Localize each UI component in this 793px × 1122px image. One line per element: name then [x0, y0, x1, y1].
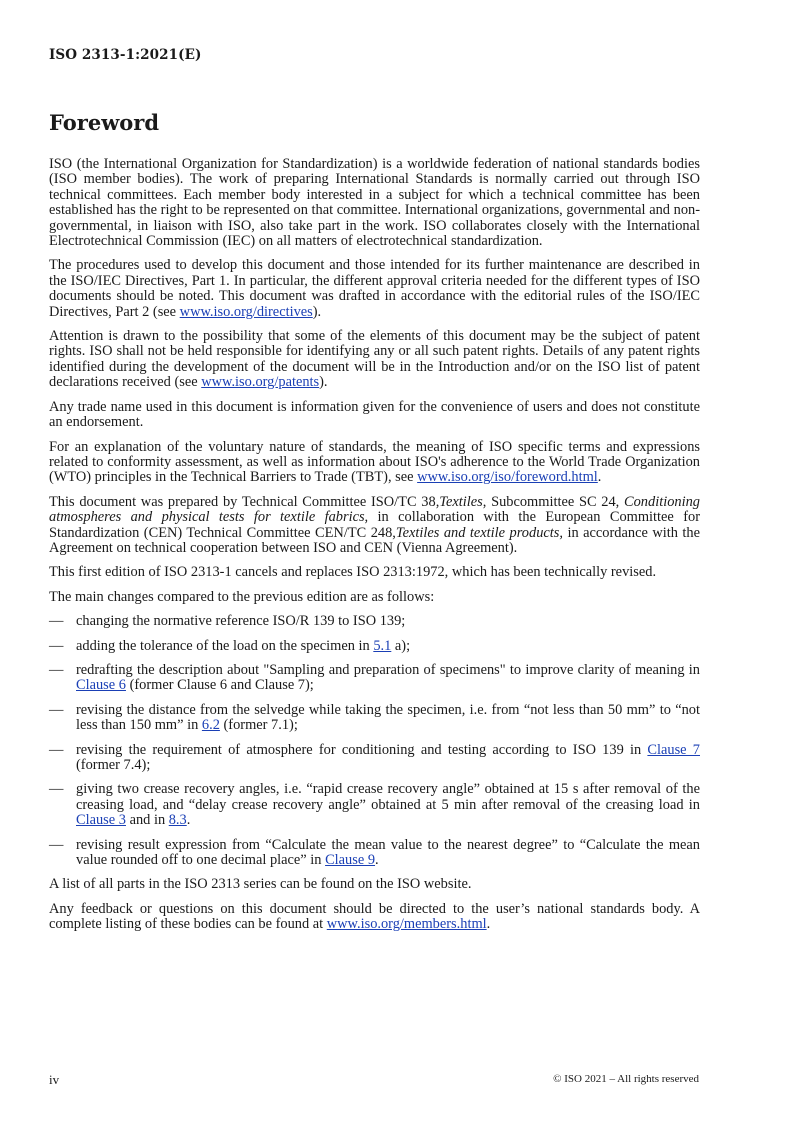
paragraph-text: This document was prepared by Technical Committee ISO/TC 38,	[49, 493, 440, 510]
list-item-mid: and in	[125, 812, 169, 829]
list-item-text: changing the normative reference ISO/R 139 to ISO 139;	[76, 613, 406, 630]
list-item	[49, 743, 700, 774]
dash-bullet: —	[49, 836, 64, 853]
link-clause-3[interactable]: Clause 3	[76, 812, 126, 829]
dash-bullet: —	[49, 781, 64, 798]
link-clause-7[interactable]: Clause 7	[647, 741, 700, 758]
list-item	[49, 782, 700, 828]
list-item-text	[76, 639, 700, 654]
link-members[interactable]: www.iso.org/members.html	[326, 916, 487, 933]
paragraph-changes-intro: The main changes compared to the previous edition are as follows:	[49, 588, 435, 605]
committee-name: Textiles	[439, 493, 483, 510]
paragraph-trade-name: Any trade name used in this document is information given for the convenience of users and does not constitute an endorsement.	[49, 398, 700, 431]
link-6-2[interactable]: 6.2	[201, 717, 220, 734]
dash-bullet: —	[49, 701, 64, 718]
paragraph-end: ).	[319, 374, 328, 391]
list-item-end: .	[186, 812, 191, 829]
link-foreword[interactable]: www.iso.org/iso/foreword.html	[417, 469, 598, 486]
paragraph-text: , Subcommittee SC 24,	[482, 493, 625, 510]
paragraph-voluntary-nature	[49, 440, 700, 486]
link-clause-6[interactable]: Clause 6	[76, 677, 126, 694]
cen-committee-name: Textiles and textile products,	[395, 524, 563, 541]
paragraph-text: The procedures used to develop this document and those intended for its further maintenance are described in the ISO/IEC Directives, Part 1. In particular, the different approval criteria needed for the different types of ISO documents should be noted. This document was drafted in accordance with the editorial rules of the ISO/IEC Directives, Part 2 (see	[49, 257, 700, 320]
link-directives[interactable]: www.iso.org/directives	[179, 303, 313, 320]
list-item	[49, 639, 700, 654]
list-item-body: redrafting the description about "Sampling and preparation of specimens" to improve clarity of meaning in	[76, 661, 700, 678]
link-clause-9[interactable]: Clause 9	[325, 852, 376, 869]
paragraph-text: in accordance with the Agreement on technical cooperation between ISO and CEN (Vienna Agreement).	[49, 524, 700, 556]
list-item-text	[76, 782, 700, 828]
page-number: iv	[49, 1072, 60, 1087]
dash-bullet: —	[49, 661, 64, 678]
list-item-body: adding the tolerance of the load on the specimen in	[76, 637, 374, 654]
list-item-end: (former 7.1);	[219, 717, 298, 734]
paragraph-text: For an explanation of the voluntary nature of standards, the meaning of ISO specific terms and expressions related to conformity assessment, as well as information about ISO's adherence to the World Trade Organization (WTO) principles in the Technical Barriers to Trade (TBT), see	[49, 438, 700, 486]
link-patents[interactable]: www.iso.org/patents	[201, 374, 320, 391]
paragraph-series-list: A list of all parts in the ISO 2313 series can be found on the ISO website.	[49, 876, 472, 893]
list-item-text	[76, 743, 700, 774]
list-item-text	[76, 703, 700, 734]
document-code: ISO 2313-1:2021(E)	[49, 47, 202, 63]
list-item	[49, 663, 700, 694]
paragraph-feedback	[49, 902, 700, 933]
paragraph-procedures	[49, 258, 700, 320]
link-5-1[interactable]: 5.1	[373, 637, 392, 654]
list-item	[49, 838, 700, 869]
subcommittee-name: Conditioning atmospheres and physical tests for textile fabrics,	[49, 493, 700, 526]
list-item-text	[76, 663, 700, 694]
list-item-body: revising the requirement of atmosphere for conditioning and testing according to ISO 139 in	[76, 741, 648, 758]
list-item	[49, 614, 700, 629]
paragraph-iso-intro: ISO (the International Organization for Standardization) is a worldwide federation of national standards bodies (ISO member bodies). The work of preparing International Standards is normally carried out through ISO technical committees. Each member body interested in a subject for which a technical committee has been established has the right to be represented on that committee. International organizations, governmental and non-governmental, in liaison with ISO, also take part in the work. ISO collaborates closely with the International Electrotechnical Commission (IEC) on all matters of electrotechnical standardization.	[49, 156, 700, 250]
paragraph-end: .	[597, 469, 602, 486]
list-item-end: a);	[391, 637, 411, 654]
list-item-end: (former 7.4);	[76, 757, 151, 773]
list-item-end: (former Clause 6 and Clause 7);	[125, 677, 314, 694]
foreword-body	[49, 157, 700, 942]
list-item-text	[76, 838, 700, 869]
link-8-3[interactable]: 8.3	[168, 812, 187, 829]
list-item-end: .	[375, 852, 379, 869]
paragraph-text: Attention is drawn to the possibility that some of the elements of this document may be the subject of patent rights. ISO shall not be held responsible for identifying any or all such patent rights. Details of any patent rights identified during the development of the document will be in the Introduction and/or on the ISO list of patent declarations received (see	[49, 328, 700, 391]
list-item-body: revising the distance from the selvedge while taking the specimen, i.e. from “not less than 50 mm” to “not less than 150 mm” in	[76, 701, 700, 734]
copyright-notice: © ISO 2021 – All rights reserved	[553, 1073, 699, 1085]
paragraph-end: ).	[312, 303, 322, 320]
paragraph-text: in collaboration with the European Committee for Standardization (CEN) Technical Committee CEN/TC 248,	[49, 509, 700, 541]
paragraph-end: .	[486, 916, 491, 933]
list-item-body: giving two crease recovery angles, i.e. “rapid crease recovery angle” obtained at 15 s after removal of the creasing load, and “delay crease recovery angle” obtained at 5 min after removal of the creasing load in	[76, 781, 700, 813]
paragraph-committee	[49, 495, 700, 557]
page-title: Foreword	[49, 110, 160, 135]
paragraph-text: Any feedback or questions on this document should be directed to the user’s national standards body. A complete listing of these bodies can be found at	[49, 900, 700, 933]
list-item	[49, 703, 700, 734]
paragraph-patents	[49, 329, 700, 391]
dash-bullet: —	[49, 741, 64, 758]
list-item-body: revising result expression from “Calculate the mean value to the nearest degree” to “Calculate the mean value rounded off to one decimal place” in	[76, 836, 700, 869]
dash-bullet: —	[49, 637, 64, 654]
paragraph-edition: This first edition of ISO 2313-1 cancels and replaces ISO 2313:1972, which has been technically revised.	[49, 564, 657, 581]
dash-bullet: —	[49, 613, 64, 630]
